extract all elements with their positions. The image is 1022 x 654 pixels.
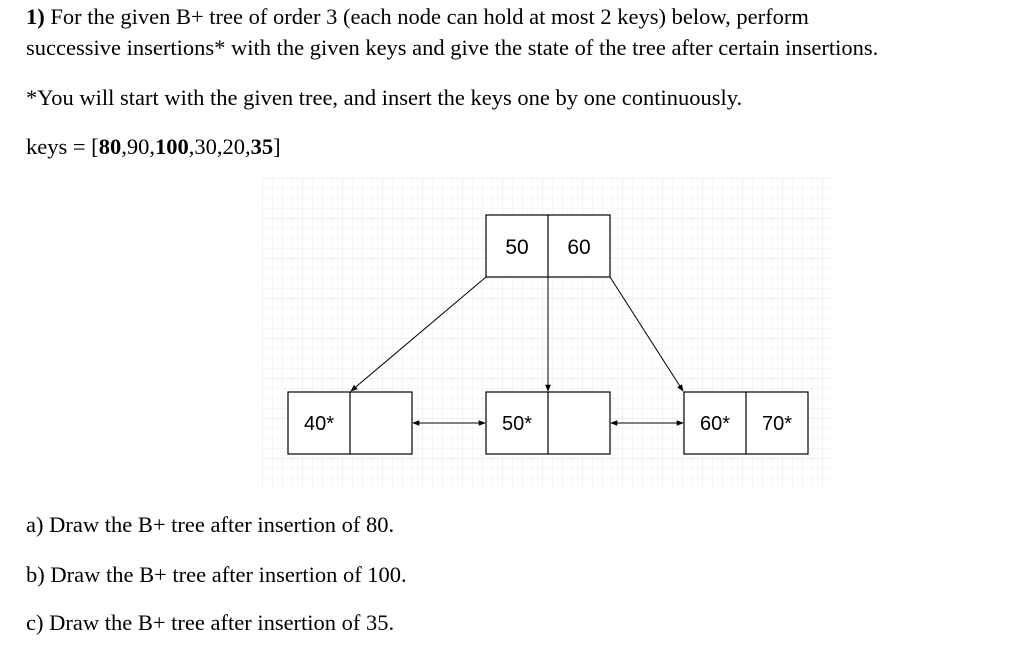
- question-c: c) Draw the B+ tree after insertion of 35.: [26, 610, 395, 635]
- question-b: b) Draw the B+ tree after insertion of 100.: [26, 562, 407, 587]
- key: 90: [126, 134, 150, 159]
- key: 20: [222, 134, 245, 159]
- key-bold: 100: [154, 134, 189, 159]
- root-key-2: 60: [567, 236, 591, 259]
- keys-suffix: ]: [273, 134, 281, 159]
- problem-intro: For the given B+ tree of order 3 (each node can hold at most 2 keys) below, perform: [44, 4, 809, 29]
- root-key-1: 50: [505, 236, 529, 259]
- key-bold: 80: [98, 134, 122, 159]
- problem-number: 1): [26, 4, 45, 29]
- insertion-footnote: *You will start with the given tree, and insert the keys one by one continuously.: [26, 85, 743, 110]
- leaf-right-key-1: 60*: [699, 413, 731, 435]
- problem-statement-line-1: [26, 4, 809, 30]
- leaf-right-key-2: 70*: [761, 413, 793, 435]
- keys-prefix: keys = [: [26, 134, 99, 159]
- leaf-node-left: [288, 392, 412, 454]
- key-bold: 35: [250, 134, 274, 159]
- leaf-middle-key-1: 50*: [501, 413, 533, 435]
- leaf-left-key-1: 40*: [303, 413, 335, 435]
- question-a: a) Draw the B+ tree after insertion of 80.: [26, 512, 395, 537]
- root-node: [486, 215, 610, 277]
- bplus-tree-diagram: [262, 178, 830, 488]
- problem-statement-line-2: successive insertions* with the given keys and give the state of the tree after certain insertions.: [26, 35, 879, 60]
- keys-list: keys = [80,90,100,30,20,35]: [26, 134, 281, 159]
- leaf-node-middle: [486, 392, 610, 454]
- key: 30: [194, 134, 217, 159]
- leaf-node-right: [684, 392, 808, 454]
